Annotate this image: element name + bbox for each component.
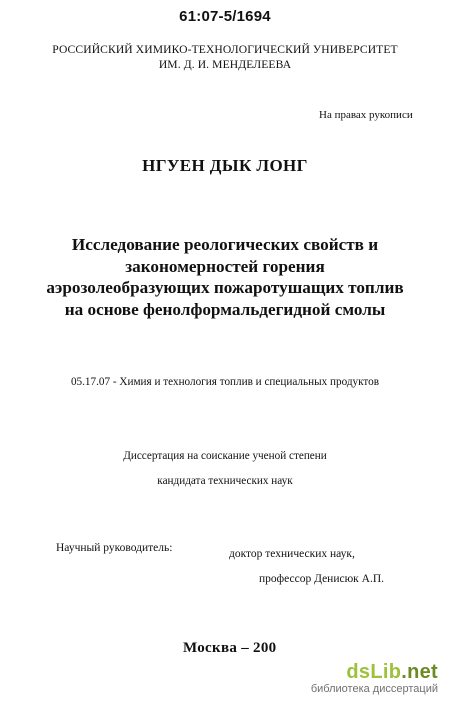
degree-statement — [0, 444, 450, 494]
supervisor-credentials — [229, 542, 384, 592]
watermark-brand — [298, 661, 438, 683]
title-line1: Исследование реологических свойств и — [71, 235, 379, 254]
degree-line2: кандидата технических наук — [157, 475, 293, 487]
dslib-watermark[interactable] — [298, 661, 438, 705]
catalog-number: 61:07-5/1694 — [179, 8, 271, 25]
degree-line1: Диссертация на соискание ученой степени — [123, 450, 327, 462]
author-name: НГУЕН ДЫК ЛОНГ — [142, 156, 308, 175]
title-line3: аэрозолеобразующих пожаротушащих топлив — [46, 278, 404, 297]
city-year: Москва – 200 — [183, 640, 277, 656]
title-line4: на основе фенолформальдегидной смолы — [64, 299, 386, 319]
university-name-line1: РОССИЙСКИЙ ХИМИКО-ТЕХНОЛОГИЧЕСКИЙ УНИВЕРСИТЕТ — [52, 43, 398, 56]
watermark-brand-main: dsLib — [346, 661, 402, 683]
rights-note: На правах рукописи — [319, 109, 413, 121]
university-name — [0, 42, 450, 72]
watermark-tagline: библиотека диссертаций — [310, 683, 438, 695]
title-line2: закономерностей горения — [125, 256, 325, 276]
supervisor-line1: доктор технических наук, — [229, 548, 355, 560]
specialty-code: 05.17.07 - Химия и технология топлив и специальных продуктов — [70, 376, 380, 388]
supervisor-label: Научный руководитель: — [56, 542, 173, 554]
watermark-brand-suffix: .net — [401, 661, 438, 683]
dissertation-title — [0, 234, 450, 320]
university-name-line2: ИМ. Д. И. МЕНДЕЛЕЕВА — [158, 58, 292, 71]
supervisor-line2: профессор Денисюк А.П. — [259, 573, 384, 585]
